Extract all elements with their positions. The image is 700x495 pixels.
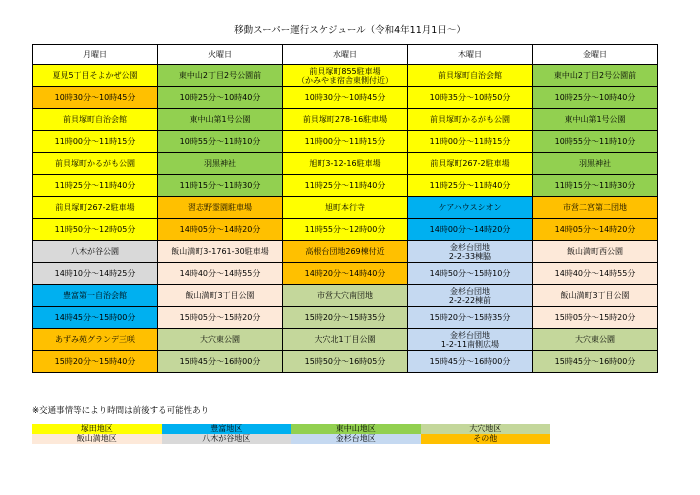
stop-time: 15時20分～15時35分 [408,307,533,329]
legend-swatch: 八木が谷地区 [162,434,292,444]
legend-swatch: 豊富地区 [162,424,292,434]
legend-swatch: 東中山地区 [291,424,421,434]
stop-time: 15時50分～16時05分 [283,351,408,373]
day-header: 木曜日 [408,45,533,65]
location-row [33,329,658,351]
day-header: 月曜日 [33,45,158,65]
time-row [33,351,658,373]
time-row [33,219,658,241]
stop-location: 飯山満町西公園 [533,241,658,263]
stop-time: 11時00分～11時15分 [33,131,158,153]
stop-time: 11時25分～11時40分 [408,175,533,197]
stop-time: 14時05分～14時20分 [158,219,283,241]
stop-location: 豊富第一自治会館 [33,285,158,307]
time-row [33,131,658,153]
location-row [33,285,658,307]
stop-time: 15時45分～16時00分 [533,351,658,373]
stop-time: 11時55分～12時00分 [283,219,408,241]
schedule-body [33,65,658,373]
stop-location: 羽黒神社 [158,153,283,175]
location-row [33,197,658,219]
stop-location: 前貝塚町278-16駐車場 [283,109,408,131]
stop-location: 八木が谷公園 [33,241,158,263]
location-row [33,109,658,131]
stop-time: 15時45分～16時00分 [158,351,283,373]
stop-location: 前貝塚町自治会館 [33,109,158,131]
legend-swatch: 大穴地区 [421,424,551,434]
time-row [33,263,658,285]
stop-time: 10時55分～11時10分 [158,131,283,153]
stop-time: 15時20分～15時40分 [33,351,158,373]
stop-location: 前貝塚町267-2駐車場 [408,153,533,175]
stop-location: 金杉台団地 2-2-22棟前 [408,285,533,307]
stop-location: 大穴北1丁目公園 [283,329,408,351]
stop-time: 14時40分～14時55分 [158,263,283,285]
day-header: 火曜日 [158,45,283,65]
stop-time: 14時45分～15時00分 [33,307,158,329]
stop-time: 14時20分～14時40分 [283,263,408,285]
stop-location: 羽黒神社 [533,153,658,175]
header-row [33,45,658,65]
stop-time: 10時30分～10時45分 [33,87,158,109]
stop-location: 市営二宮第二団地 [533,197,658,219]
stop-location: 旭町本行寺 [283,197,408,219]
legend-swatch: 塚田地区 [32,424,162,434]
stop-time: 14時50分～15時10分 [408,263,533,285]
stop-time: 10時55分～11時10分 [533,131,658,153]
stop-time: 10時25分～10時40分 [533,87,658,109]
stop-time: 11時00分～11時15分 [283,131,408,153]
schedule-table [32,44,658,373]
day-header: 水曜日 [283,45,408,65]
stop-location: 前貝塚町自治会館 [408,65,533,87]
stop-time: 14時40分～14時55分 [533,263,658,285]
stop-time: 14時10分～14時25分 [33,263,158,285]
stop-time: 14時05分～14時20分 [533,219,658,241]
time-row [33,307,658,329]
stop-location: 旭町3-12-16駐車場 [283,153,408,175]
stop-location: 金杉台団地 2-2-33棟脇 [408,241,533,263]
stop-location: 習志野霊園駐車場 [158,197,283,219]
location-row [33,65,658,87]
traffic-note: ※交通事情等により時間は前後する可能性あり [32,406,210,416]
stop-time: 10時25分～10時40分 [158,87,283,109]
stop-time: 11時25分～11時40分 [33,175,158,197]
legend-swatch: その他 [421,434,551,444]
stop-location: あずみ苑グランデ三咲 [33,329,158,351]
stop-time: 11時25分～11時40分 [283,175,408,197]
stop-location: 金杉台団地 1-2-11南側広場 [408,329,533,351]
stop-location: 前貝塚町267-2駐車場 [33,197,158,219]
stop-location: 市営大穴南団地 [283,285,408,307]
stop-time: 15時05分～15時20分 [533,307,658,329]
stop-location: 夏見5丁目そよかぜ公園 [33,65,158,87]
stop-time: 14時00分～14時20分 [408,219,533,241]
stop-time: 11時15分～11時30分 [533,175,658,197]
stop-location: 前貝塚町かるがも公園 [408,109,533,131]
stop-time: 15時45分～16時00分 [408,351,533,373]
stop-location: 飯山満町3丁目公園 [158,285,283,307]
location-row [33,153,658,175]
legend-row [32,434,550,444]
stop-time: 15時20分～15時35分 [283,307,408,329]
stop-location: 大穴東公園 [533,329,658,351]
stop-location: 東中山2丁目2号公園前 [158,65,283,87]
legend-swatch: 飯山満地区 [32,434,162,444]
stop-time: 15時05分～15時20分 [158,307,283,329]
stop-time: 11時15分～11時30分 [158,175,283,197]
stop-location: 東中山2丁目2号公園前 [533,65,658,87]
time-row [33,87,658,109]
stop-time: 10時30分～10時45分 [283,87,408,109]
day-header: 金曜日 [533,45,658,65]
legend-swatch: 金杉台地区 [291,434,421,444]
location-row [33,241,658,263]
legend-row [32,424,550,434]
time-row [33,175,658,197]
stop-location: 前貝塚町855駐車場 （かみやま宿舎東側付近） [283,65,408,87]
stop-location: ケアハウスシオン [408,197,533,219]
district-legend [32,424,550,444]
stop-location: 飯山満町3-1761-30駐車場 [158,241,283,263]
stop-location: 東中山第1号公園 [158,109,283,131]
stop-location: 東中山第1号公園 [533,109,658,131]
stop-location: 高根台団地269棟付近 [283,241,408,263]
stop-location: 飯山満町3丁目公園 [533,285,658,307]
page-title: 移動スーパー運行スケジュール（令和4年11月1日～） [234,25,466,36]
stop-time: 11時00分～11時15分 [408,131,533,153]
stop-time: 10時35分～10時50分 [408,87,533,109]
stop-time: 11時50分～12時05分 [33,219,158,241]
stop-location: 前貝塚町かるがも公園 [33,153,158,175]
stop-location: 大穴東公園 [158,329,283,351]
